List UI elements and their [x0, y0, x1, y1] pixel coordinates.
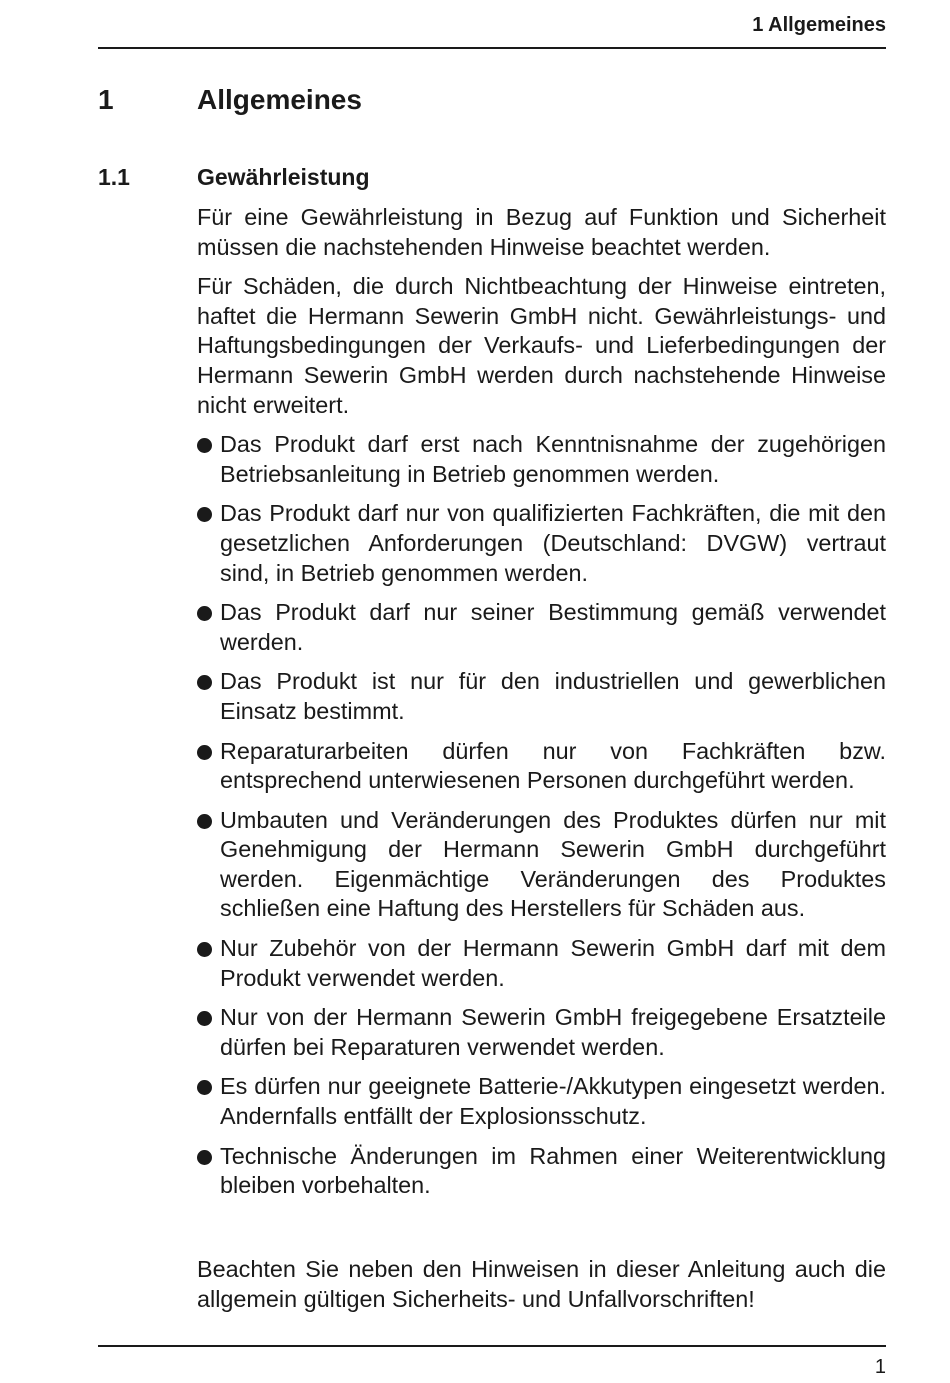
list-item [197, 806, 886, 924]
footer-divider [98, 1345, 886, 1347]
bullet-icon [197, 745, 212, 760]
list-item-text: Das Produkt darf nur von qualifizierten Fachkräften, die mit den gesetzlichen Anforderungen (Deutschland: DVGW) vertraut sind, in Betrieb genommen werden. [220, 500, 886, 586]
running-header: 1 Allgemeines [752, 14, 886, 36]
page-number: 1 [874, 1356, 886, 1378]
list-item [197, 1072, 886, 1131]
chapter-title: Allgemeines [197, 84, 362, 115]
warranty-notice-list [197, 430, 886, 1201]
list-item [197, 1142, 886, 1201]
list-item-text: Das Produkt ist nur für den industriellen und gewerblichen Einsatz bestimmt. [220, 668, 886, 724]
closing-note: Beachten Sie neben den Hinweisen in dieser Anleitung auch die allgemein gültigen Sicherheits- und Unfallvorschriften! [197, 1256, 886, 1312]
list-item [197, 598, 886, 657]
list-item [197, 1003, 886, 1062]
list-item-text: Umbauten und Veränderungen des Produktes dürfen nur mit Genehmigung der Hermann Sewerin GmbH durchgeführt werden. Eigenmächtige Veränderungen des Produktes schließen eine Haftung des Herstellers für Schäden aus. [220, 806, 886, 922]
list-item [197, 430, 886, 489]
list-item [197, 934, 886, 993]
bullet-icon [197, 438, 212, 453]
list-item-text: Technische Änderungen im Rahmen einer Weiterentwicklung bleiben vorbehalten. [220, 1142, 886, 1199]
list-item-text: Das Produkt darf erst nach Kenntnisnahme der zugehörigen Betriebsanleitung in Betrieb genommen werden. [220, 431, 886, 487]
list-item-text: Nur Zubehör von der Hermann Sewerin GmbH darf mit dem Produkt verwendet werden. [220, 935, 886, 991]
bullet-icon [197, 606, 212, 621]
bullet-icon [197, 507, 212, 522]
chapter-number: 1 [98, 84, 114, 115]
list-item [197, 737, 886, 796]
bullet-icon [197, 942, 212, 957]
liability-paragraph: Für Schäden, die durch Nichtbeachtung der Hinweise eintreten, haftet die Hermann Sewerin GmbH nicht. Gewährleistungs- und Haftungsbedingungen der Verkaufs- und Lieferbedingungen der Hermann Sewerin GmbH werden durch nachstehende Hinweise nicht erweitert. [197, 273, 886, 418]
list-item-text: Es dürfen nur geeignete Batterie-/Akkutypen eingesetzt werden. Andernfalls entfällt der Explosionsschutz. [220, 1073, 886, 1130]
bullet-icon [197, 1080, 212, 1095]
list-item [197, 667, 886, 726]
bullet-icon [197, 675, 212, 690]
list-item-text: Nur von der Hermann Sewerin GmbH freigegebene Ersatzteile dürfen bei Reparaturen verwendet werden. [220, 1004, 886, 1060]
intro-paragraph: Für eine Gewährleistung in Bezug auf Funktion und Sicherheit müssen die nachstehenden Hinweise beachtet werden. [197, 204, 886, 260]
list-item-text: Reparaturarbeiten dürfen nur von Fachkräften bzw. entsprechend unterwiesenen Personen durchgeführt werden. [220, 737, 886, 794]
section-body [197, 203, 886, 1211]
bullet-icon [197, 814, 212, 829]
header-divider [98, 47, 886, 49]
list-item-text: Das Produkt darf nur seiner Bestimmung gemäß verwendet werden. [220, 599, 886, 655]
section-title: Gewährleistung [197, 164, 370, 190]
bullet-icon [197, 1011, 212, 1026]
bullet-icon [197, 1150, 212, 1165]
section-number: 1.1 [98, 164, 130, 190]
list-item [197, 499, 886, 588]
